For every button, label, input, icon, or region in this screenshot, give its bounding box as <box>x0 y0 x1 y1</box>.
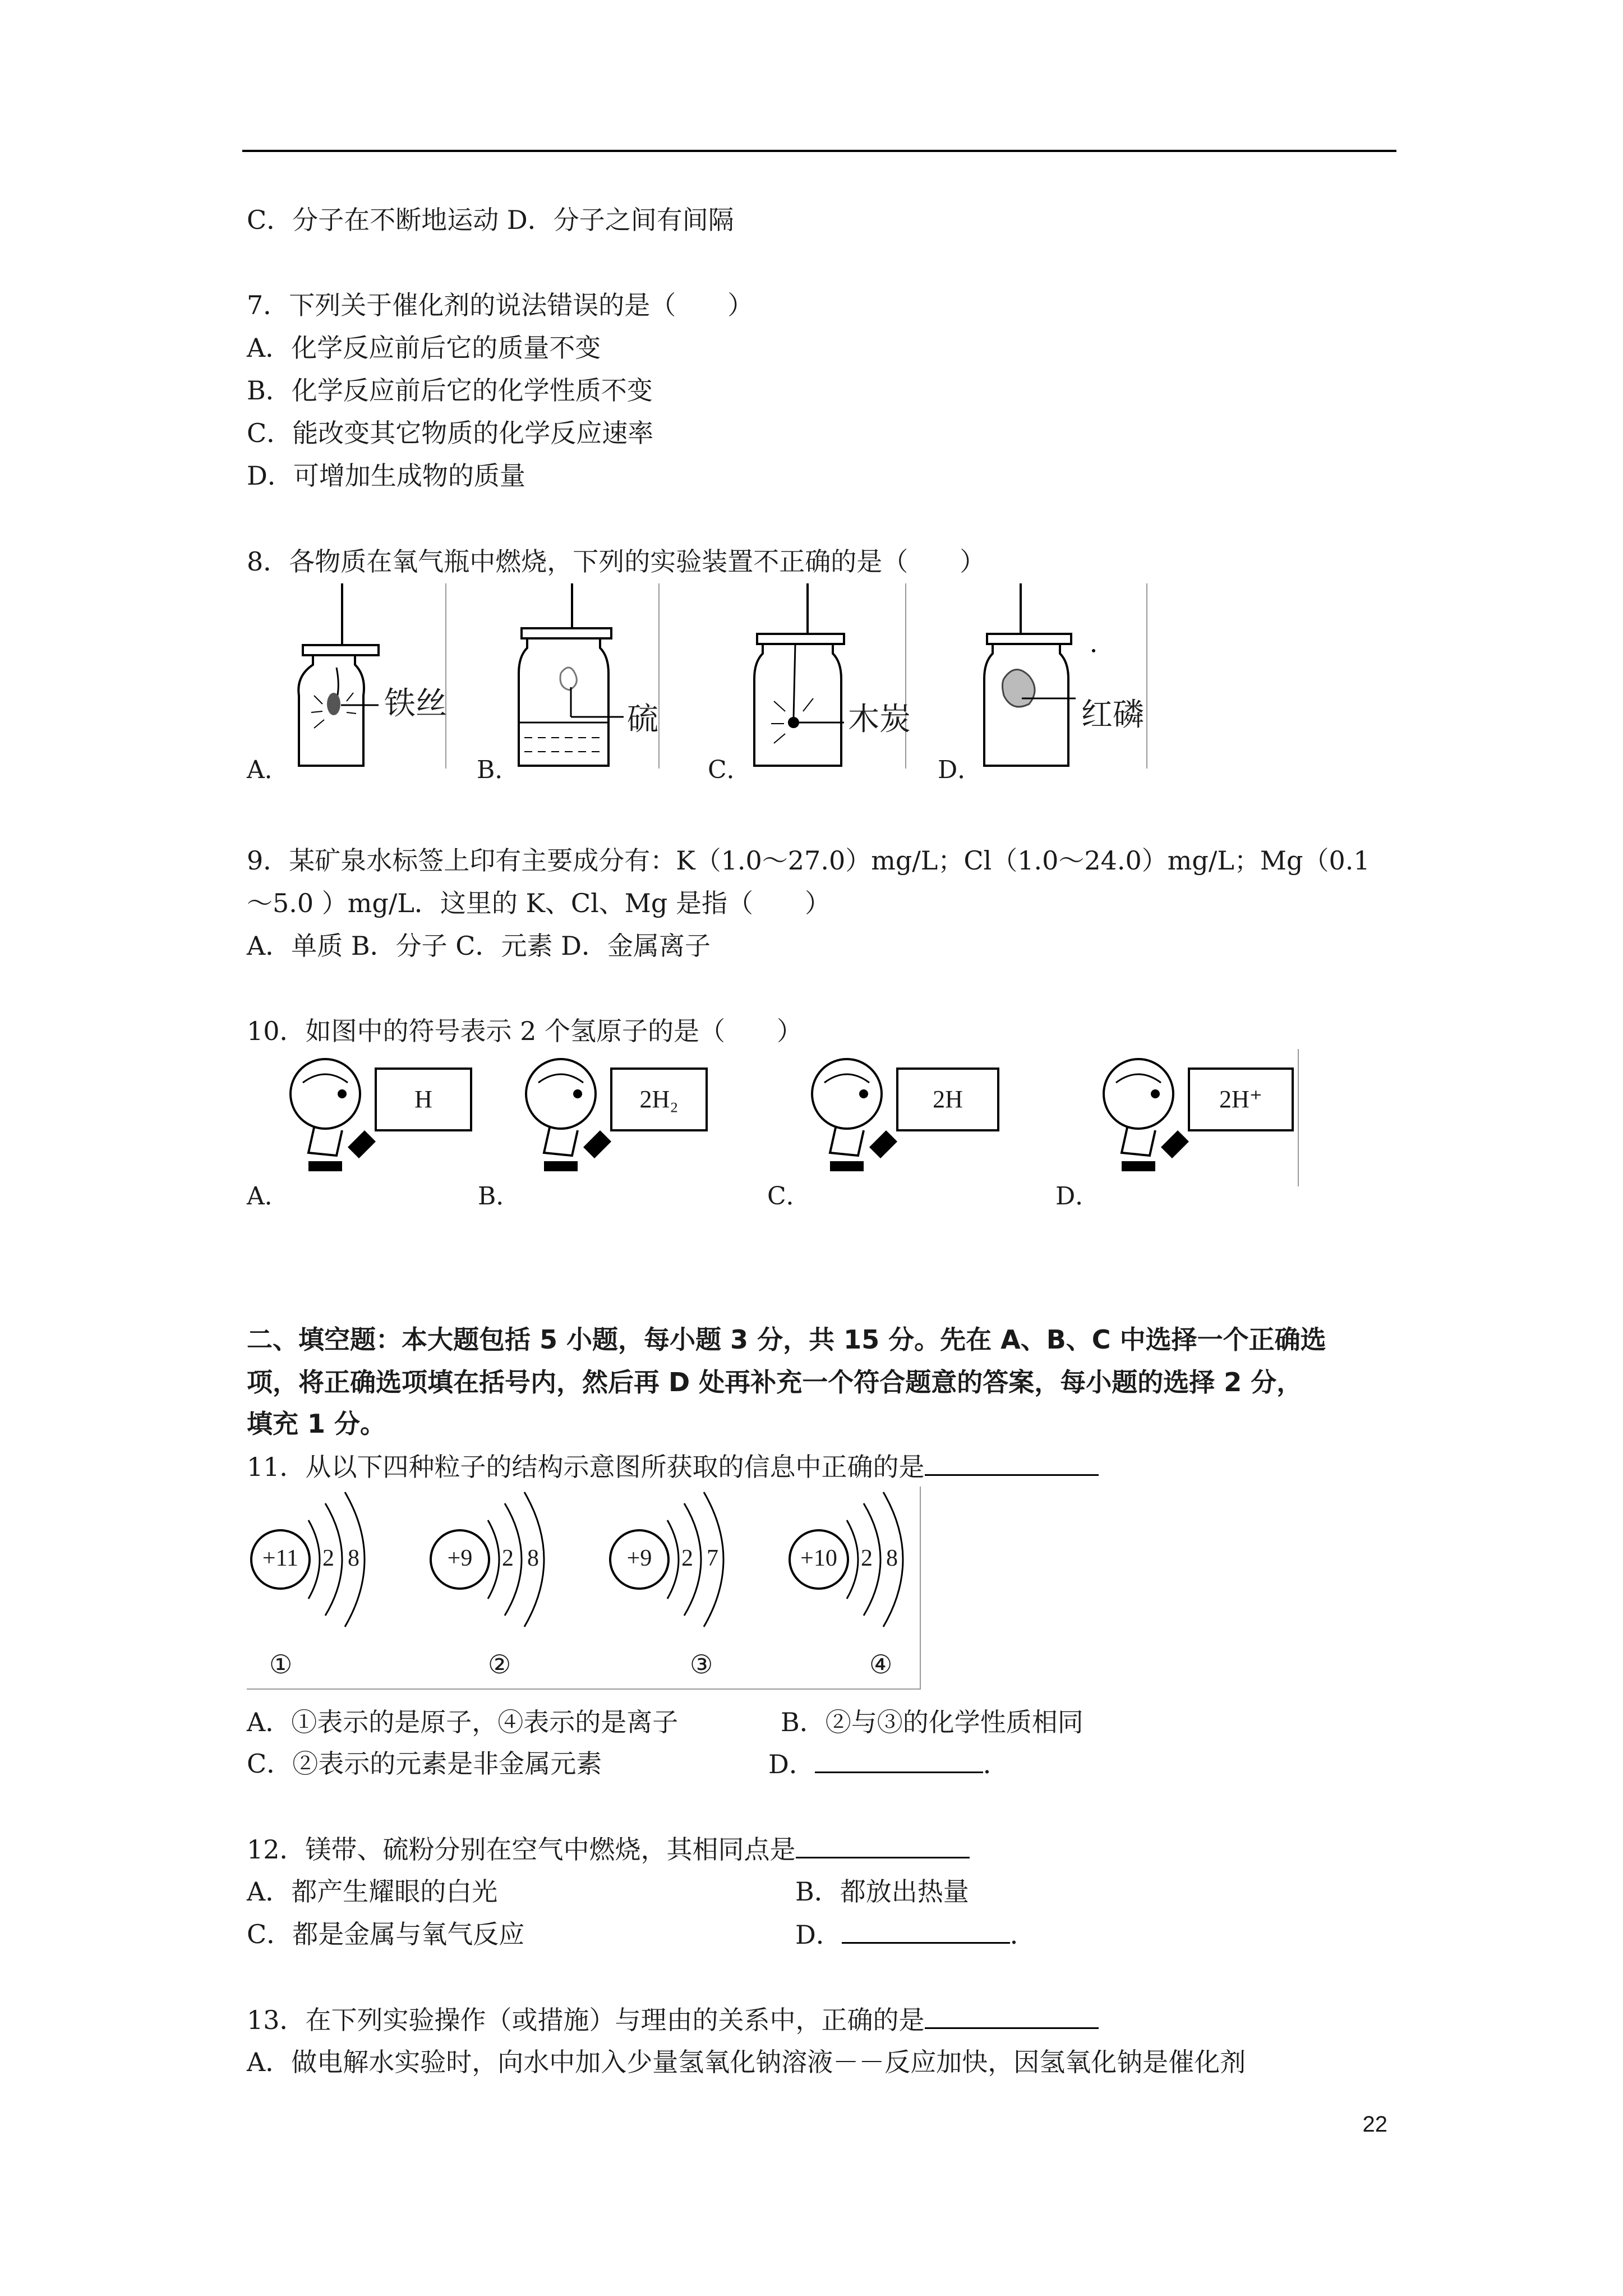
q13-stem <box>247 2003 1099 2037</box>
q11-option-a: A．①表示的是原子，④表示的是离子 <box>247 1707 679 1737</box>
q8-label-a: 铁丝 <box>384 685 447 722</box>
q8-stem: 8．各物质在氧气瓶中燃烧，下列的实验装置不正确的是（ ） <box>247 546 986 577</box>
q11-stem-text: 11．从以下四种粒子的结构示意图所获取的信息中正确的是 <box>247 1452 925 1482</box>
q11-shell1-3: 2 <box>681 1545 693 1571</box>
q12-answer-blank[interactable] <box>796 1832 970 1858</box>
q11-option-d: D． ． <box>768 1747 1009 1781</box>
q10-figure-c <box>808 1049 1004 1189</box>
q12-option-c: C．都是金属与氧气反应 <box>247 1919 525 1949</box>
page-number: 22 <box>1362 2112 1387 2137</box>
section2-heading-line2: 项，将正确选项填在括号内，然后再 D 处再补充一个符合题意的答案，每小题的选择 2 分， <box>247 1367 1303 1397</box>
q10-letter-b: B． <box>478 1182 521 1211</box>
q12-option-a: A．都产生耀眼的白光 <box>247 1876 498 1907</box>
q10-symbol-c: 2H <box>933 1085 963 1113</box>
q12-stem <box>247 1832 970 1866</box>
q8-label-b: 硫 <box>627 701 658 738</box>
section2-heading-line1: 二、填空题：本大题包括 5 小题，每小题 3 分，共 15 分。先在 A、B、C 中选择一个正确选 <box>247 1324 1326 1355</box>
q10-letter-a: A． <box>247 1182 289 1211</box>
q6-options-cd: C．分子在不断地运动 D．分子之间有间隔 <box>247 205 734 235</box>
section2-heading-line3: 填充 1 分。 <box>247 1409 386 1439</box>
q11-nucleus-3: +9 <box>626 1545 652 1571</box>
q8-figure-d <box>937 583 1150 769</box>
q10-figure-d <box>1099 1049 1301 1189</box>
q11-option-d-letter: D． <box>768 1749 815 1779</box>
atomic-structure-diagrams-icon <box>247 1487 920 1688</box>
q8-figure-a <box>247 583 449 769</box>
q13-option-a: A．做电解水实验时，向水中加入少量氢氧化钠溶液－－反应加快，因氢氧化钠是催化剂 <box>247 2047 1246 2077</box>
q12-option-d-blank[interactable] <box>842 1917 1010 1944</box>
q8-letter-a: A． <box>247 756 289 784</box>
q8-letter-d: D． <box>938 756 983 784</box>
q11-answer-blank[interactable] <box>925 1450 1099 1476</box>
q10-symbol-b: 2H₂ <box>639 1085 679 1113</box>
q8-figure-c <box>707 583 909 769</box>
q7-option-c: C．能改变其它物质的化学反应速率 <box>247 418 654 448</box>
q8-label-d: 红磷 <box>1081 697 1144 733</box>
q11-nucleus-2: +9 <box>447 1545 473 1571</box>
q12-stem-text: 12．镁带、硫粉分别在空气中燃烧，其相同点是 <box>247 1834 796 1865</box>
header-rule <box>242 150 1396 152</box>
q12-option-d-letter: D． <box>795 1920 842 1950</box>
q10-symbol-d: 2H⁺ <box>1219 1085 1262 1113</box>
q11-option-b: B．②与③的化学性质相同 <box>781 1707 1083 1737</box>
q7-stem: 7．下列关于催化剂的说法错误的是（ ） <box>247 290 754 320</box>
q11-stem <box>247 1450 1099 1484</box>
q11-index-4: ④ <box>869 1649 893 1680</box>
q11-shell1-2: 2 <box>502 1545 514 1571</box>
q11-shell2-2: 8 <box>527 1545 539 1571</box>
sulfur-bottle-icon <box>477 583 662 769</box>
q8-figure-b <box>477 583 662 769</box>
q11-index-1: ① <box>269 1649 293 1680</box>
q9-stem-line2: ～5.0 ）mg/L．这里的 K、Cl、Mg 是指（ ） <box>247 888 831 918</box>
q7-option-b: B．化学反应前后它的化学性质不变 <box>247 375 653 406</box>
q10-letter-d: D． <box>1055 1182 1100 1211</box>
q11-nucleus-4: +10 <box>800 1545 837 1571</box>
q8-letter-c: C． <box>708 756 751 784</box>
q8-label-c: 木炭 <box>848 701 911 738</box>
q11-index-2: ② <box>488 1649 511 1680</box>
q11-shell1-1: 2 <box>322 1545 334 1571</box>
q11-shell1-4: 2 <box>861 1545 873 1571</box>
q11-particle-diagrams <box>247 1487 921 1690</box>
q7-option-a: A．化学反应前后它的质量不变 <box>247 333 601 363</box>
q10-stem: 10．如图中的符号表示 2 个氢原子的是（ ） <box>247 1016 803 1046</box>
q9-stem-line1: 9．某矿泉水标签上印有主要成分有：K（1.0～27.0）mg/L；Cl（1.0～24.0）mg/L；Mg（0.1 <box>247 845 1370 876</box>
q12-option-b: B．都放出热量 <box>795 1876 969 1907</box>
q11-shell2-4: 8 <box>886 1545 898 1571</box>
q12-option-d: D． ． <box>795 1917 1036 1952</box>
q10-symbol-a: H <box>414 1085 432 1113</box>
q13-answer-blank[interactable] <box>925 2003 1099 2029</box>
q11-index-3: ③ <box>690 1649 713 1680</box>
q11-nucleus-1: +11 <box>262 1545 299 1571</box>
q10-figure-a <box>286 1049 477 1189</box>
q11-option-c: C．②表示的元素是非金属元素 <box>247 1749 602 1779</box>
q7-option-d: D．可增加生成物的质量 <box>247 461 525 491</box>
q11-shell2-1: 8 <box>348 1545 359 1571</box>
q10-figure-b <box>522 1049 712 1189</box>
q9-options: A．单质 B．分子 C．元素 D．金属离子 <box>247 931 711 961</box>
q11-shell2-3: 7 <box>707 1545 718 1571</box>
q11-option-d-blank[interactable] <box>815 1747 983 1773</box>
q13-stem-text: 13．在下列实验操作（或措施）与理由的关系中，正确的是 <box>247 2005 925 2035</box>
iron-wire-bottle-icon <box>247 583 449 769</box>
red-phosphorus-bottle-icon <box>937 583 1150 769</box>
q10-letter-c: C． <box>767 1182 811 1211</box>
q8-letter-b: B． <box>477 756 520 784</box>
charcoal-bottle-icon <box>707 583 909 769</box>
